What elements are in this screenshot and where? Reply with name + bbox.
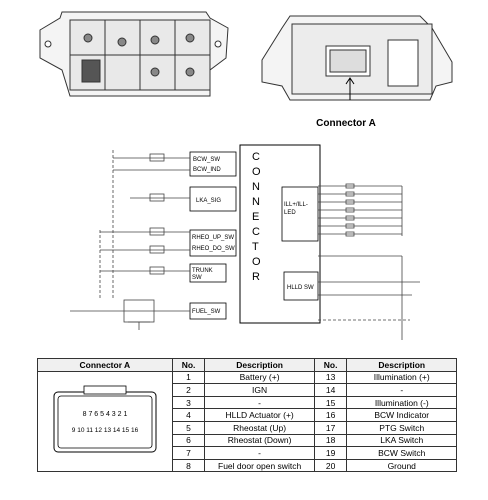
pin-number-right: 14 xyxy=(314,384,347,397)
pin-number-left: 5 xyxy=(172,421,205,434)
box-label-fuel-sw: FUEL_SW xyxy=(192,309,221,315)
pin-number-left: 8 xyxy=(172,459,205,472)
pin-number-left: 2 xyxy=(172,384,205,397)
box-label-trunk: TRUNK xyxy=(192,268,213,274)
pin-description-right: BCW Switch xyxy=(347,447,457,460)
box-label-rheo-up: RHEO_UP_SW xyxy=(192,235,235,241)
pin-description-left: Battery (+) xyxy=(205,371,314,384)
connector-pins-top: 8 7 6 5 4 3 2 1 xyxy=(82,411,128,419)
pin-description-left: Rheostat (Up) xyxy=(205,421,314,434)
connector-letter: N xyxy=(252,196,260,208)
pin-number-right: 15 xyxy=(314,396,347,409)
pin-number-left: 1 xyxy=(172,371,205,384)
right-wiring xyxy=(318,256,420,340)
box-label-bcw-sw: BCW_SW xyxy=(193,157,220,163)
box-label-hlld-sw: HLLD SW xyxy=(287,285,314,291)
switch-panel-illustration xyxy=(40,12,228,96)
connector-a-drawing xyxy=(46,378,164,464)
table-row xyxy=(38,371,457,384)
connector-pins-bottom: 9 10 11 12 13 14 15 16 xyxy=(71,427,139,435)
pin-number-right: 13 xyxy=(314,371,347,384)
pin-number-left: 3 xyxy=(172,396,205,409)
box-label-led: LED xyxy=(284,210,296,216)
header-description-2: Description xyxy=(347,359,457,372)
connector-letter: O xyxy=(252,256,261,268)
pin-description-right: Ground xyxy=(347,459,457,472)
box-label-bcw-ind: BCW_IND xyxy=(193,167,221,173)
left-wiring xyxy=(70,150,190,330)
pin-table-body xyxy=(38,371,457,472)
pin-description-left: Fuel door open switch xyxy=(205,459,314,472)
header-description-1: Description xyxy=(205,359,314,372)
pin-number-left: 4 xyxy=(172,409,205,422)
header-no-1: No. xyxy=(172,359,205,372)
connector-letter: R xyxy=(252,271,260,283)
pin-description-left: - xyxy=(205,447,314,460)
pin-number-right: 19 xyxy=(314,447,347,460)
box-label-rheo-down: RHEO_DO_SW xyxy=(192,246,235,252)
pin-description-left: IGN xyxy=(205,384,314,397)
box-label-lka-sig: LKA_SIG xyxy=(196,198,222,204)
pin-description-left: HLLD Actuator (+) xyxy=(205,409,314,422)
header-connector: Connector A xyxy=(38,359,173,372)
pin-description-left: Rheostat (Down) xyxy=(205,434,314,447)
pin-table-header xyxy=(38,359,457,372)
left-box-lka xyxy=(190,187,236,211)
pin-description-right: Illumination (-) xyxy=(347,396,457,409)
pin-number-right: 16 xyxy=(314,409,347,422)
pin-description-right: - xyxy=(347,384,457,397)
connector-letter: O xyxy=(252,166,261,178)
pin-number-right: 20 xyxy=(314,459,347,472)
right-box-ill xyxy=(282,187,318,241)
pin-number-right: 18 xyxy=(314,434,347,447)
connector-a-drawing-cell xyxy=(38,371,173,472)
connector-a-caption: Connector A xyxy=(316,118,376,129)
box-label-trunk-sw: SW xyxy=(192,275,202,281)
left-box-bcw xyxy=(190,152,236,176)
pin-description-right: PTG Switch xyxy=(347,421,457,434)
pin-description-right: BCW Indicator xyxy=(347,409,457,422)
connector-letter: N xyxy=(252,181,260,193)
left-box-trunk xyxy=(190,264,226,282)
pin-number-left: 6 xyxy=(172,434,205,447)
left-box-rheo xyxy=(190,230,236,256)
connector-letter: E xyxy=(252,211,260,223)
led-array xyxy=(318,184,402,236)
pin-number-left: 7 xyxy=(172,447,205,460)
connector-letter: T xyxy=(252,241,259,253)
pin-table xyxy=(37,358,457,472)
connector-housing-illustration xyxy=(262,16,452,100)
right-box-hlld xyxy=(284,272,318,300)
left-box-fuel xyxy=(190,303,226,319)
connector-letter: C xyxy=(252,226,260,238)
pin-description-right: LKA Switch xyxy=(347,434,457,447)
header-no-2: No. xyxy=(314,359,347,372)
pin-number-right: 17 xyxy=(314,421,347,434)
box-label-ill: ILL+/ILL- xyxy=(284,202,308,208)
connector-letter: C xyxy=(252,151,260,163)
pin-description-right: Illumination (+) xyxy=(347,371,457,384)
pin-description-left: - xyxy=(205,396,314,409)
